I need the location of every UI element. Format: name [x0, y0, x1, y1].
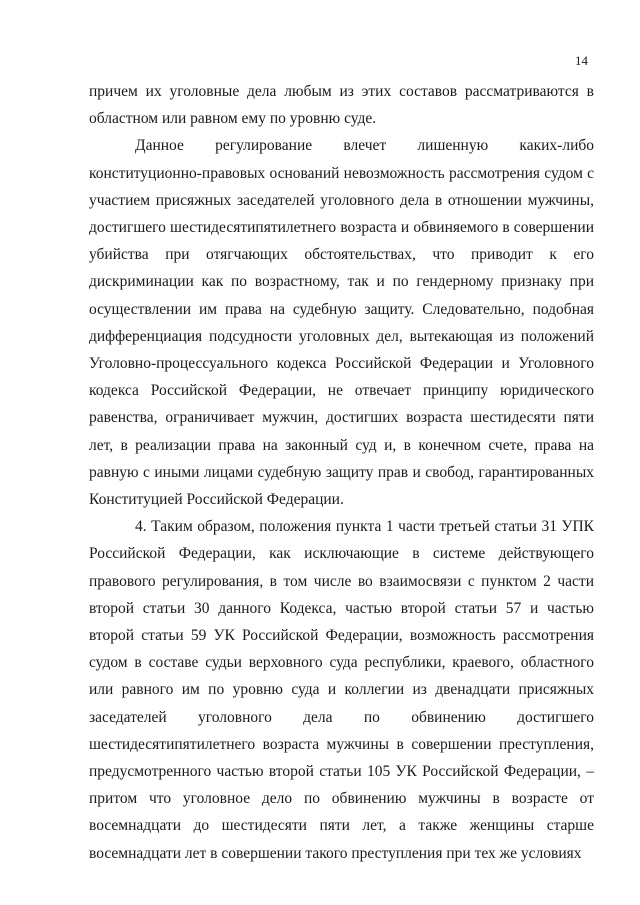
- page-number: 14: [575, 53, 588, 68]
- document-body: [89, 78, 594, 867]
- paragraph-conclusion-point-4: 4. Таким образом, положения пункта 1 части третьей статьи 31 УПК Российской Федерации, как исключающие в системе действующего правового регулирования, в том числе во взаимосвязи с пунктом 2 части второй статьи 30 данного Кодекса, частью второй статьи 57 и частью второй статьи 59 УК Российской Федерации, возможность рассмотрения судом в составе судьи верховного суда республики, краевого, областного или равного им по уровню суда и коллегии из двенадцати присяжных заседателей уголовного дела по обвинению достигшего шестидесятипятилетнего возраста мужчины в совершении преступления, предусмотренного частью второй статьи 105 УК Российской Федерации, – притом что уголовное дело по обвинению мужчины в возрасте от восемнадцати до шестидесяти пяти лет, а также женщины старше восемнадцати лет в совершении такого преступления при тех же условиях: [89, 518, 594, 862]
- paragraph-continuation: причем их уголовные дела любым из этих составов рассматриваются в областном или равном ему по уровню суде.: [89, 83, 594, 128]
- paragraph-regulation-consequences: Данное регулирование влечет лишенную каких-либо конституционно-правовых оснований невозможность рассмотрения судом с участием присяжных заседателей уголовного дела в отношении мужчины, достигшего шестидесятипятилетнего возраста и обвиняемого в совершении убийства при отягчающих обстоятельствах, что приводит к его дискриминации как по возрастному, так и по гендерному признаку при осуществлении им права на судебную защиту. Следовательно, подобная дифференциация подсудности уголовных дел, вытекающая из положений Уголовно-процессуального кодекса Российской Федерации и Уголовного кодекса Российской Федерации, не отвечает принципу юридического равенства, ограничивает мужчин, достигших возраста шестидесяти пяти лет, в реализации права на законный суд и, в конечном счете, права на равную с иными лицами судебную защиту прав и свобод, гарантированных Конституцией Российской Федерации.: [89, 137, 594, 509]
